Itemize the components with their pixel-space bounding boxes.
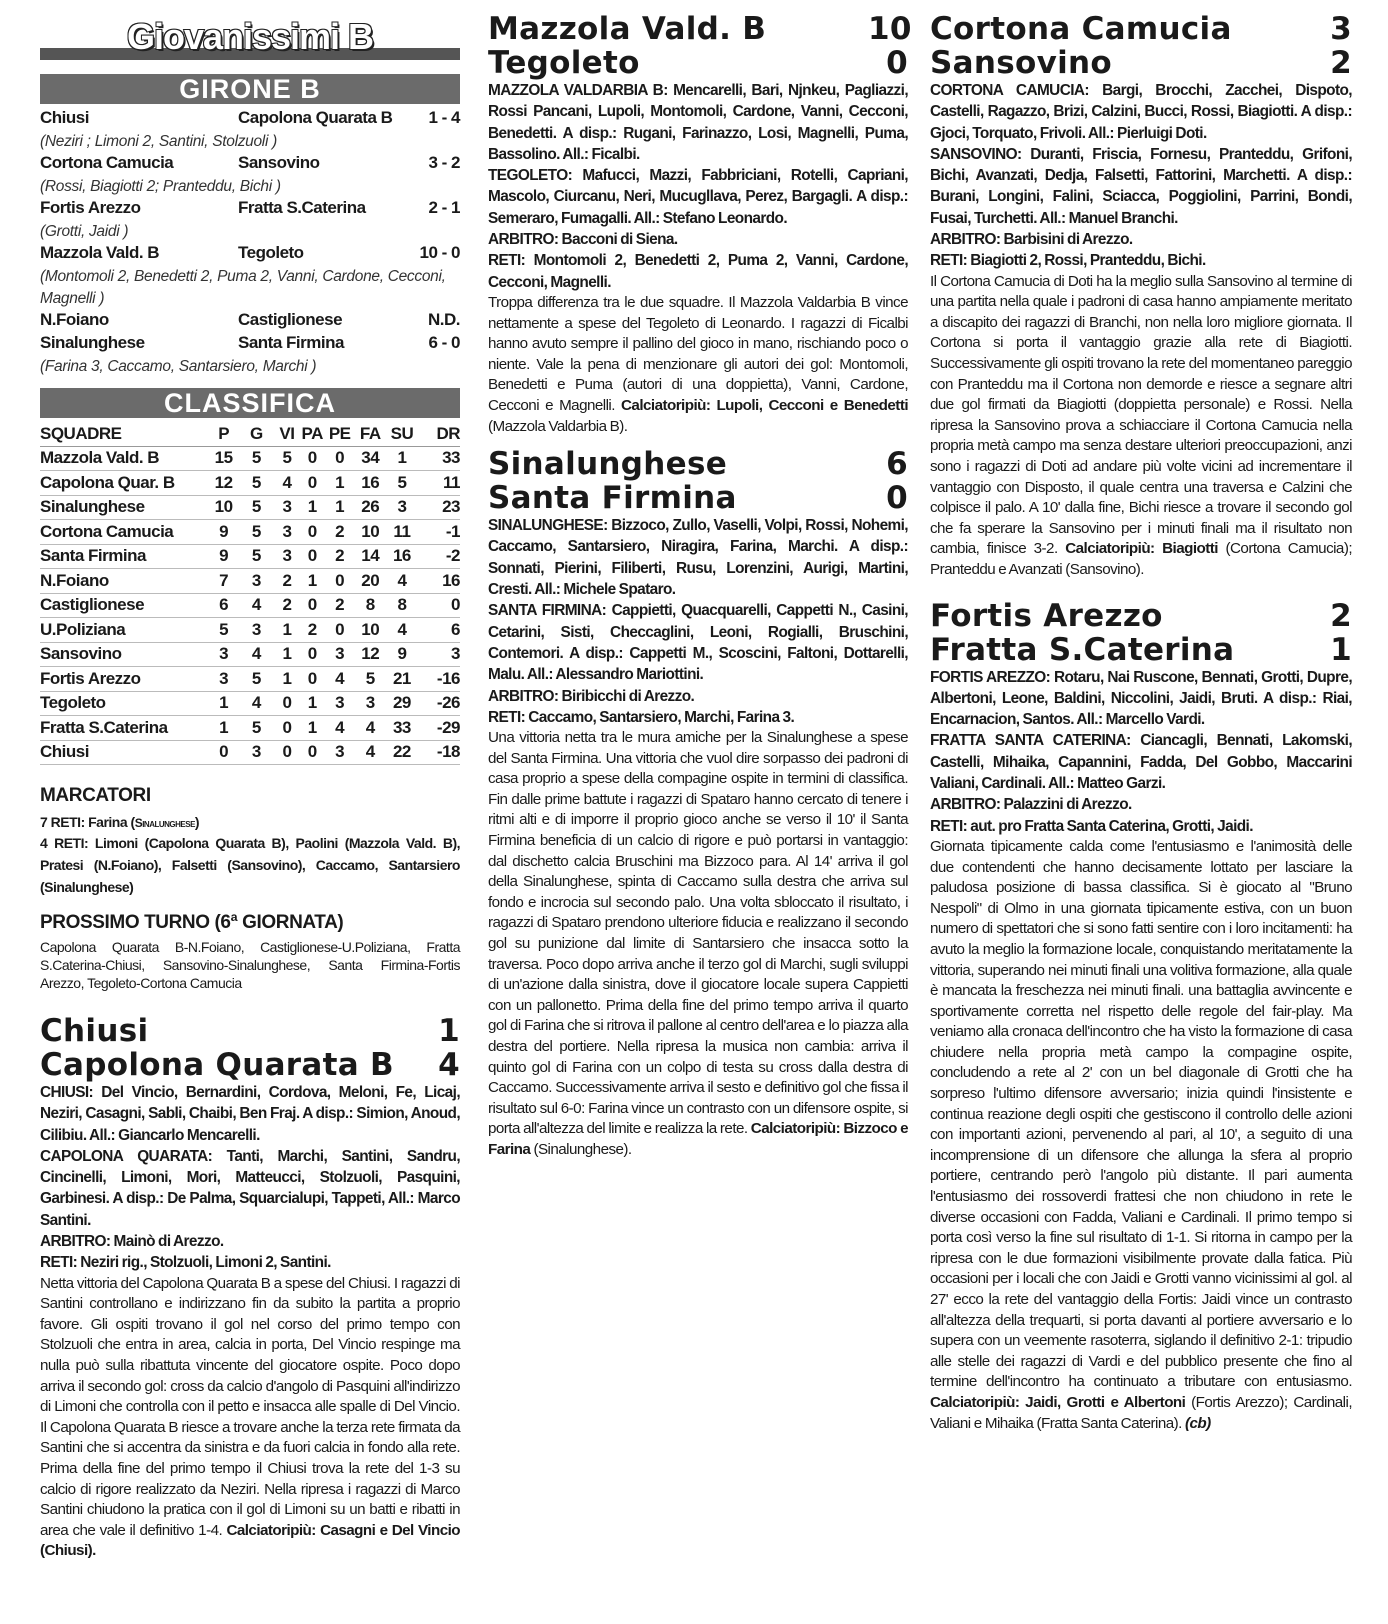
result-row [40,108,460,131]
result-home: Cortona Camucia [40,153,174,172]
result-score: 3 - 2 [428,153,460,172]
table-row [40,618,460,643]
column-middle [488,11,912,1161]
best-players: (Fortis Arezzo); Cardinali, Valiani e Mihaika (Fratta Santa Caterina). [930,1393,1352,1432]
stat-cell: 15 [209,446,239,471]
match-away-line [40,1048,460,1082]
stat-cell: 33 [386,716,418,741]
results-list [40,108,460,378]
goals: RETI: Montomoli 2, Benedetti 2, Puma 2, Vanni, Cardone, Cecconi, Magnelli. [488,252,908,291]
stat-cell: 3 [274,495,299,520]
stat-cell: 22 [386,740,418,765]
stat-cell: 0 [325,569,355,594]
result-away: Capolona Quarata B [238,108,393,127]
team-name-cell: Capolona Quar. B [40,471,209,496]
stat-cell: 33 [418,446,460,471]
stat-cell: 0 [300,740,325,765]
stat-cell: 7 [209,569,239,594]
stat-cell: 3 [274,544,299,569]
stat-cell: 12 [354,642,386,667]
stat-cell: 10 [354,618,386,643]
match-report-text: Il Cortona Camucia di Doti ha la meglio sulla Sansovino al termine di una partita nella quale i padroni di casa hanno ampiamente meritato a discapito dei ragazzi di Branchi, non nella loro migliore giornata. Il Cortona si porta il vantaggio grazie alla rete di Biagiotti. Successivamente gli ospiti trovano la rete del momentaneo pareggio con Pranteddu ma il Cortona non demorde e riesce a segnare altri due gol firmati da Biagiotti (doppietta personale) e Rossi. Nella ripresa la Sansovino prova a schiacciare il Cortona Camucia nella propria metà campo ma senza destare ulteriori preoccupazioni, anzi sono i ragazzi di Doti ad andare più volte vicini ad incrementare il vantaggio con Disposto, il quale centra una traversa e Calzini che colpisce il palo. A 10' dalla fine, Bichi riesce a trovare il secondo gol che fa sperare la Sansovino per i minuti finali ma il risultato non cambia, finisce 3-2. [930,272,1352,558]
stat-cell: 2 [274,569,299,594]
column-header: SQUADRE [40,422,209,446]
stat-cell: 2 [325,593,355,618]
team-name-cell: N.Foiano [40,569,209,594]
marcatori-line-1 [40,813,460,832]
result-away: Tegoleto [238,243,304,262]
match-cortona [930,12,1352,581]
stat-cell: 14 [354,544,386,569]
author-signature: (cb) [1185,1414,1211,1432]
match-report [930,272,1352,581]
stat-cell: 34 [354,446,386,471]
team-name-cell: Castiglionese [40,593,209,618]
referee: ARBITRO: Bacconi di Siena. [488,231,678,249]
stat-cell: 6 [209,593,239,618]
table-row [40,569,460,594]
stat-cell: 4 [386,569,418,594]
lineup-home: FORTIS AREZZO: Rotaru, Nai Ruscone, Bennati, Grotti, Dupre, Albertoni, Leone, Baldini, Niccolini, Jaidi, Bruti. A disp.: Riai, Encarnacion, Santos. All.: Marcello Vardi. [930,668,1352,729]
stat-cell: 2 [325,520,355,545]
result-score: 2 - 1 [428,198,460,217]
stat-cell: 0 [300,544,325,569]
stat-cell: 3 [325,740,355,765]
match-away-goals: 1 [1330,631,1352,668]
table-row [40,691,460,716]
stat-cell: 0 [300,593,325,618]
column-header: FA [354,422,386,446]
stat-cell: -2 [418,544,460,569]
stat-cell: 3 [238,569,274,594]
stat-cell: 1 [325,471,355,496]
lineup-home: SINALUNGHESE: Bizzoco, Zullo, Vaselli, Volpi, Rossi, Nohemi, Caccamo, Santarsiero, Niragira, Farina, Marchi. A disp.: Sonnati, Pierini, Filiberti, Rusu, Lorenzini, Aurigi, Martini, Cresti. All.: Michele Spataro. [488,517,908,599]
match-away-team: Capolona Quarata B [40,1047,394,1083]
stat-cell: 4 [238,691,274,716]
standings-table [40,422,460,765]
team-name-cell: U.Poliziana [40,618,209,643]
team-name-cell: Tegoleto [40,691,209,716]
team-name-cell: Chiusi [40,740,209,765]
stat-cell: 10 [354,520,386,545]
column-header: VI [274,422,299,446]
best-players: (Sinalunghese). [533,1140,632,1158]
marcatori-line1-lead: 7 RETI: Farina ( [40,814,135,830]
stat-cell: 1 [274,642,299,667]
column-header: P [209,422,239,446]
stat-cell: 1 [274,618,299,643]
match-home-line [488,11,912,47]
table-row [40,667,460,692]
marcatori-line1-end: ) [194,814,200,830]
lineup-home: MAZZOLA VALDARBIA B: Mencarelli, Bari, Njnkeu, Pagliazzi, Rossi Pancani, Lupoli, Montomoli, Cardone, Vanni, Cecconi, Benedetti. A disp.: Rugani, Farinazzo, Losi, Magnelli, Puma, Bassolino. All.: Ficalbi. [488,82,908,163]
marcatori-line-2: 4 RETI: Limoni (Capolona Quarata B), Paolini (Mazzola Vald. B), Pratesi (N.Foiano), Falsetti (Sansovino), Caccamo, Santarsiero (Sinalunghese) [40,835,460,895]
result-score: 1 - 4 [428,108,460,127]
lineup-away: FRATTA SANTA CATERINA: Ciancagli, Bennati, Lakomski, Castelli, Mihaika, Capannini, Fadda, Del Gobbo, Maccarini Valiani, Cardinali. All.: Matteo Garzi. [930,732,1352,793]
match-report-text: Una vittoria netta tra le mura amiche per la Sinalunghese a spese del Santa Firmina. Una vittoria che vuol dire sorpasso dei padroni di casa proprio a spese della compagine ospite in termini di classifica. Fin dalle prime battute i ragazzi di Spataro hanno cercato di tenere i ritmi alti e di imporre il proprio gioco anche se verso il 10' il Santa Firmina beneficia di un calcio di rigore e può portarsi in vantaggio: dal dischetto calcia Bruschini ma Bizzoco para. Al 14' arriva il gol della Sinalunghese, spinta di Caccamo sulla destra che arriva sul fondo e incrocia sul secondo palo. Una volta sbloccato il risultato, i ragazzi di Spataro prendono ulteriore fiducia e realizzano il secondo gol su punizione dal limite di Santarsiero che insacca sotto la traversa. Poco dopo arriva anche il terzo gol di Marchi, sugli sviluppi di un'azione dalla sinistra, dove il giocatore locale supera Cappietti con un pallonetto. Prima della fine del primo tempo arriva il quarto gol di Farina che si ritrova il pallone al centro dell'area e lo piazza alla destra del portiere. Nella ripresa la musica non cambia: arriva il quinto gol di Farina con un colpo di testa su cross dalla destra di Caccamo. Successivamente arriva il sesto e definitivo gol che fissa il risultato sul 6-0: Farina vince un contrasto con un difensore ospite, si porta all'altezza del limite e realizza la rete. [488,729,908,1138]
best-players-label: Calciatoripiù: Lupoli, Cecconi e Benedetti [621,396,908,414]
table-row [40,740,460,765]
match-away-team: Fratta S.Caterina [930,631,1235,668]
result-scorers: (Farina 3, Caccamo, Santarsiero, Marchi ) [40,358,317,375]
column-header: PE [325,422,355,446]
stat-cell: 16 [386,544,418,569]
match-report-text: Netta vittoria del Capolona Quarata B a spese del Chiusi. I ragazzi di Santini controllano e indirizzano fin da subito la partita a proprio favore. Gli ospiti trovano il gol nel corso del primo tempo con Stolzuoli che entra in area, calcia in porta, Del Vincio respinge ma nulla può sulla ribattuta vincente del giocatore ospite. Poco dopo arriva il secondo gol: cross da calcio d'angolo di Pasquini all'indirizzo di Limoni che controlla con il petto e insacca alle spalle di Del Vincio. Il Capolona Quarata B riesce a trovare anche la terza rete firmata da Santini che si accentra da sinistra e da fuori calcia in fondo alla rete. Prima della fine del primo tempo il Chiusi trova la rete del 1-3 su calcio di rigore realizzato da Neziri. Nella ripresa i ragazzi di Marco Santini chiudono la pratica con il gol di Limoni su un batti e ribatti in area che vale il definitivo 1-4. [40,1274,460,1539]
stat-cell: 0 [274,716,299,741]
match-away-line [930,46,1352,80]
match-home-team: Mazzola Vald. B [488,11,767,47]
stat-cell: 21 [386,667,418,692]
match-home-line [40,1014,460,1048]
result-scorers: (Neziri ; Limoni 2, Santini, Stolzuoli ) [40,133,277,150]
stat-cell: 0 [325,446,355,471]
table-row [40,446,460,471]
team-name-cell: Sansovino [40,642,209,667]
result-scorers: (Grotti, Jaidi ) [40,223,129,240]
stat-cell: 4 [386,618,418,643]
result-row [40,243,460,266]
stat-cell: 12 [209,471,239,496]
referee: ARBITRO: Palazzini di Arezzo. [930,796,1132,814]
stat-cell: 1 [209,716,239,741]
stat-cell: 4 [325,716,355,741]
stat-cell: 23 [418,495,460,520]
column-header: PA [300,422,325,446]
stat-cell: 3 [325,691,355,716]
referee: ARBITRO: Barbisini di Arezzo. [930,231,1133,249]
result-row [40,198,460,221]
stat-cell: -18 [418,740,460,765]
result-scorers: (Montomoli 2, Benedetti 2, Puma 2, Vanni, Cardone, Cecconi, Magnelli ) [40,268,446,307]
stat-cell: 11 [418,471,460,496]
match-sinalunghese [488,447,908,1160]
goals: RETI: Caccamo, Santarsiero, Marchi, Farina 3. [488,708,795,726]
stat-cell: 16 [354,471,386,496]
marcatori-line1-team: Sinalunghese [134,816,195,830]
stat-cell: 5 [354,667,386,692]
match-home-team: Fortis Arezzo [930,597,1163,634]
stat-cell: -16 [418,667,460,692]
result-row [40,153,460,176]
column-right [930,12,1352,1434]
match-away-team: Santa Firmina [488,480,737,517]
lineup-away: CAPOLONA QUARATA: Tanti, Marchi, Santini, Sandru, Cincinelli, Limoni, Mori, Matteucci, Stolzuoli, Pasquini, Garbinesi. A disp.: De Palma, Squarcialupi, Tappeti, All.: Marco Santini. [40,1147,460,1229]
stat-cell: 10 [209,495,239,520]
match-report [40,1274,460,1562]
result-home: Fortis Arezzo [40,198,141,217]
stat-cell: 5 [238,544,274,569]
stat-cell: 11 [386,520,418,545]
lineup-home: CORTONA CAMUCIA: Bargi, Brocchi, Zacchei, Dispoto, Castelli, Ragazzo, Brizi, Calzini, Bucci, Rossi, Biagiotti. A disp.: Gjoci, Torquato, Frivoli. All.: Pierluigi Doti. [930,82,1352,142]
stat-cell: 8 [386,593,418,618]
stat-cell: 20 [354,569,386,594]
match-home-line [488,447,908,481]
result-away: Castiglionese [238,310,343,329]
stat-cell: 3 [354,691,386,716]
stat-cell: 5 [238,446,274,471]
table-row [40,593,460,618]
result-home: Sinalunghese [40,333,145,352]
result-away: Fratta S.Caterina [238,198,366,217]
match-mazzola [488,11,912,437]
stat-cell: 26 [354,495,386,520]
stat-cell: 0 [209,740,239,765]
column-header: DR [418,422,460,446]
match-home-goals: 3 [1330,11,1352,47]
stat-cell: 0 [418,593,460,618]
stat-cell: 0 [300,520,325,545]
column-header: G [238,422,274,446]
lineup-away: SANTA FIRMINA: Cappietti, Quacquarelli, Cappetti N., Casini, Cetarini, Sisti, Checcaglini, Leoni, Rogialli, Bruschini, Contemori. A disp.: Cappetti M., Scoscini, Faltoni, Dottarelli, Malu. All.: Alessandro Mariottini. [488,602,908,684]
girone-band: GIRONE B [40,74,460,104]
best-players: (Cortona Camucia); Pranteddu e Avanzati (Sansovino). [930,540,1353,578]
table-row [40,471,460,496]
goals: RETI: Neziri rig., Stolzuoli, Limoni 2, Santini. [40,1254,331,1272]
result-score: 6 - 0 [428,333,460,352]
stat-cell: 6 [418,618,460,643]
best-players: Casagni e Del Vincio (Chiusi). [40,1521,461,1560]
team-name-cell: Sinalunghese [40,495,209,520]
best-players-label: Calciatoripiù: Bizzoco e Farina [488,1120,909,1158]
stat-cell: 0 [300,667,325,692]
column-left [40,12,460,1562]
stat-cell: 1 [300,495,325,520]
match-away-goals: 2 [1330,45,1352,81]
match-home-line [930,599,1352,633]
match-away-team: Tegoleto [488,45,640,81]
result-away: Santa Firmina [238,333,344,352]
page-title: Giovanissimi B [126,16,374,57]
stat-cell: -26 [418,691,460,716]
lineup-home: CHIUSI: Del Vincio, Bernardini, Cordova, Meloni, Fe, Licaj, Neziri, Casagni, Sabli, Chaibi, Ben Fraj. A disp.: Simion, Anoud, Cilibiu. All.: Giancarlo Mencarelli. [40,1084,460,1144]
match-away-team: Sansovino [930,45,1112,81]
best-players-label: Calciatoripiù: [226,1521,316,1539]
stat-cell: 16 [418,569,460,594]
stat-cell: 0 [274,740,299,765]
stat-cell: 9 [209,544,239,569]
stat-cell: 5 [274,446,299,471]
match-away-goals: 4 [438,1047,460,1083]
match-away-line [930,633,1352,667]
stat-cell: 1 [386,446,418,471]
match-report-text: Troppa differenza tra le due squadre. Il Mazzola Valdarbia B vince nettamente a spese del Tegoleto di Leonardo. I ragazzi di Ficalbi hanno avuto sempre il pallino del gioco in mano, rischiando poco o niente. Vale la pena di menzionare gli autori dei gol: Montomoli, Benedetti e Puma (autori di una doppietta), Vanni, Cardone, Cecconi e Magnelli. [488,293,908,414]
stat-cell: 4 [274,471,299,496]
team-name-cell: Fratta S.Caterina [40,716,209,741]
stat-cell: 4 [354,716,386,741]
goals: RETI: Biagiotti 2, Rossi, Pranteddu, Bichi. [930,252,1206,270]
lineup-away: TEGOLETO: Mafucci, Mazzi, Fabbriciani, Rotelli, Capriani, Mascolo, Ciurcanu, Neri, Mucugllava, Perez, Bargagli. A disp.: Semeraro, Fumagalli. All.: Stefano Leonardo. [488,167,908,227]
stat-cell: 1 [209,691,239,716]
stat-cell: 3 [209,642,239,667]
result-scorers: (Rossi, Biagiotti 2; Pranteddu, Bichi ) [40,178,281,195]
goals: RETI: aut. pro Fratta Santa Caterina, Grotti, Jaidi. [930,817,1253,835]
result-home: Chiusi [40,108,89,127]
match-report [930,837,1352,1434]
result-score: N.D. [428,310,460,329]
stat-cell: 3 [209,667,239,692]
stat-cell: 2 [274,593,299,618]
classifica-band: CLASSIFICA [40,388,460,418]
table-row [40,544,460,569]
match-report [488,728,908,1160]
stat-cell: -29 [418,716,460,741]
stat-cell: 4 [354,740,386,765]
stat-cell: 1 [300,691,325,716]
best-players-label: Calciatoripiù: Biagiotti [1065,540,1218,558]
stat-cell: 5 [238,471,274,496]
stat-cell: 5 [209,618,239,643]
team-name-cell: Fortis Arezzo [40,667,209,692]
match-home-team: Sinalunghese [488,446,728,483]
best-players-label: Calciatoripiù: Jaidi, Grotti e Albertoni [930,1393,1186,1411]
stat-cell: 3 [418,642,460,667]
match-home-goals: 1 [438,1013,460,1049]
table-row [40,642,460,667]
team-name-cell: Mazzola Vald. B [40,446,209,471]
stat-cell: 5 [238,716,274,741]
stat-cell: 4 [238,642,274,667]
match-home-team: Chiusi [40,1013,149,1049]
stat-cell: -1 [418,520,460,545]
stat-cell: 5 [238,495,274,520]
column-header: SU [386,422,418,446]
result-score: 10 - 0 [419,243,460,262]
stat-cell: 8 [354,593,386,618]
match-away-line [488,481,908,515]
match-home-goals: 2 [1330,597,1352,634]
result-home: Mazzola Vald. B [40,243,160,262]
stat-cell: 0 [325,618,355,643]
stat-cell: 2 [300,618,325,643]
result-home: N.Foiano [40,310,109,329]
match-away-goals: 0 [886,480,908,517]
stat-cell: 3 [238,740,274,765]
referee: ARBITRO: Biribicchi di Arezzo. [488,687,695,705]
stat-cell: 0 [300,446,325,471]
stat-cell: 1 [274,667,299,692]
table-row [40,716,460,741]
team-name-cell: Cortona Camucia [40,520,209,545]
stat-cell: 5 [238,520,274,545]
referee: ARBITRO: Mainò di Arezzo. [40,1233,224,1251]
stat-cell: 3 [325,642,355,667]
stat-cell: 1 [300,716,325,741]
match-report-text: Giornata tipicamente calda come l'entusiasmo e l'animosità delle due contendenti che hanno decisamente lottato per lasciare la paludosa posizione di bassa classifica. Si è giocato al "Bruno Nespoli" di Olmo in una giornata tipicamente estiva, con un buon numero di spettatori che si sono fatti sentire con i loro incitamenti: ha avuto la meglio la formazione locale, conquistando meritatamente la vittoria, superando nei minuti finali una volitiva formazione, alla quale è mancata la freschezza nei minuti finali. una battaglia avvincente e sportivamente corretta nel rispetto delle regole del fair-play. Ma veniamo alla cronaca dell'incontro che ha visto la formazione di casa chiudere nella propria metà campo la compagine ospite, concludendo a rete al 2' con un bel diagonale di Grotti che ha sorpreso l'ultimo difensore avversario; inizia quindi l'insistente e continua reazione degli ospiti che gestiscono il controllo delle azioni con importanti azioni, pervenendo al pari, al 10', a seguito di una incomprensione di un difensore che allunga la sfera al proprio portiere, centrando però l'angolo più distante. Il pari aumenta l'entusiasmo dei rossoverdi frattesi che non chiudono in rete le diverse occasioni con Fadda, Valiani e Cardinali. Il primo tempo si porta così verso la fine sul risultato di 1-1. Si ritorna in campo per la ripresa con le due formazioni visibilmente provate dalla fatica. Più occasioni per i locali che con Jaidi e Grotti vanno vicinissimi al gol. al 27' ecco la rete del vantaggio della Fortis: Jaidi vince un contrasto all'altezza della trequarti, si porta davanti al portiere avversario e lo supera con un veemente rasoterra, siglando il definitivo 2-1: tripudio alle stelle dei ragazzi di Vardi e del pubblico presente che fino al termine dell'incontro ha continuato a tributare con entusiasmo. [930,837,1352,1391]
match-home-goals: 6 [886,446,908,483]
stat-cell: 2 [325,544,355,569]
lineup-away: SANSOVINO: Duranti, Friscia, Fornesu, Pranteddu, Grifoni, Bichi, Avanzati, Dedja, Falsetti, Fattorini, Marchetti. A disp.: Burani, Longini, Falini, Sciacca, Poggiolini, Parrini, Bondi, Fusai, Turchetti. All.: Manuel Branchi. [930,145,1352,227]
stat-cell: 0 [300,642,325,667]
stat-cell: 0 [300,471,325,496]
stat-cell: 5 [238,667,274,692]
stat-cell: 3 [238,618,274,643]
match-report [488,293,908,437]
stat-cell: 1 [325,495,355,520]
team-name-cell: Santa Firmina [40,544,209,569]
marcatori-heading: MARCATORI [40,785,151,806]
match-home-team: Cortona Camucia [930,11,1232,47]
match-away-line [488,46,908,80]
table-row [40,495,460,520]
match-home-goals: 10 [868,11,912,47]
match-fortis [930,599,1352,1435]
prossimo-turno-heading: PROSSIMO TURNO (6ª GIORNATA) [40,912,344,933]
table-row [40,520,460,545]
match-chiusi [40,1014,460,1562]
match-home-line [930,12,1352,46]
stat-cell: 0 [274,691,299,716]
stat-cell: 29 [386,691,418,716]
result-row [40,310,460,333]
prossimo-turno-text: Capolona Quarata B-N.Foiano, Castiglionese-U.Poliziana, Fratta S.Caterina-Chiusi, Sansovino-Sinalunghese, Santa Firmina-Fortis Arezzo, Tegoleto-Cortona Camucia [40,939,460,991]
stat-cell: 9 [209,520,239,545]
result-away: Sansovino [238,153,320,172]
stat-cell: 9 [386,642,418,667]
stat-cell: 1 [300,569,325,594]
match-away-goals: 0 [886,45,908,81]
stat-cell: 5 [386,471,418,496]
standings-header-row [40,422,460,446]
stat-cell: 3 [386,495,418,520]
standings-body [40,446,460,765]
best-players: (Mazzola Valdarbia B). [488,417,628,435]
stat-cell: 3 [274,520,299,545]
stat-cell: 4 [325,667,355,692]
stat-cell: 4 [238,593,274,618]
page-title-block [40,12,460,64]
result-row [40,333,460,356]
